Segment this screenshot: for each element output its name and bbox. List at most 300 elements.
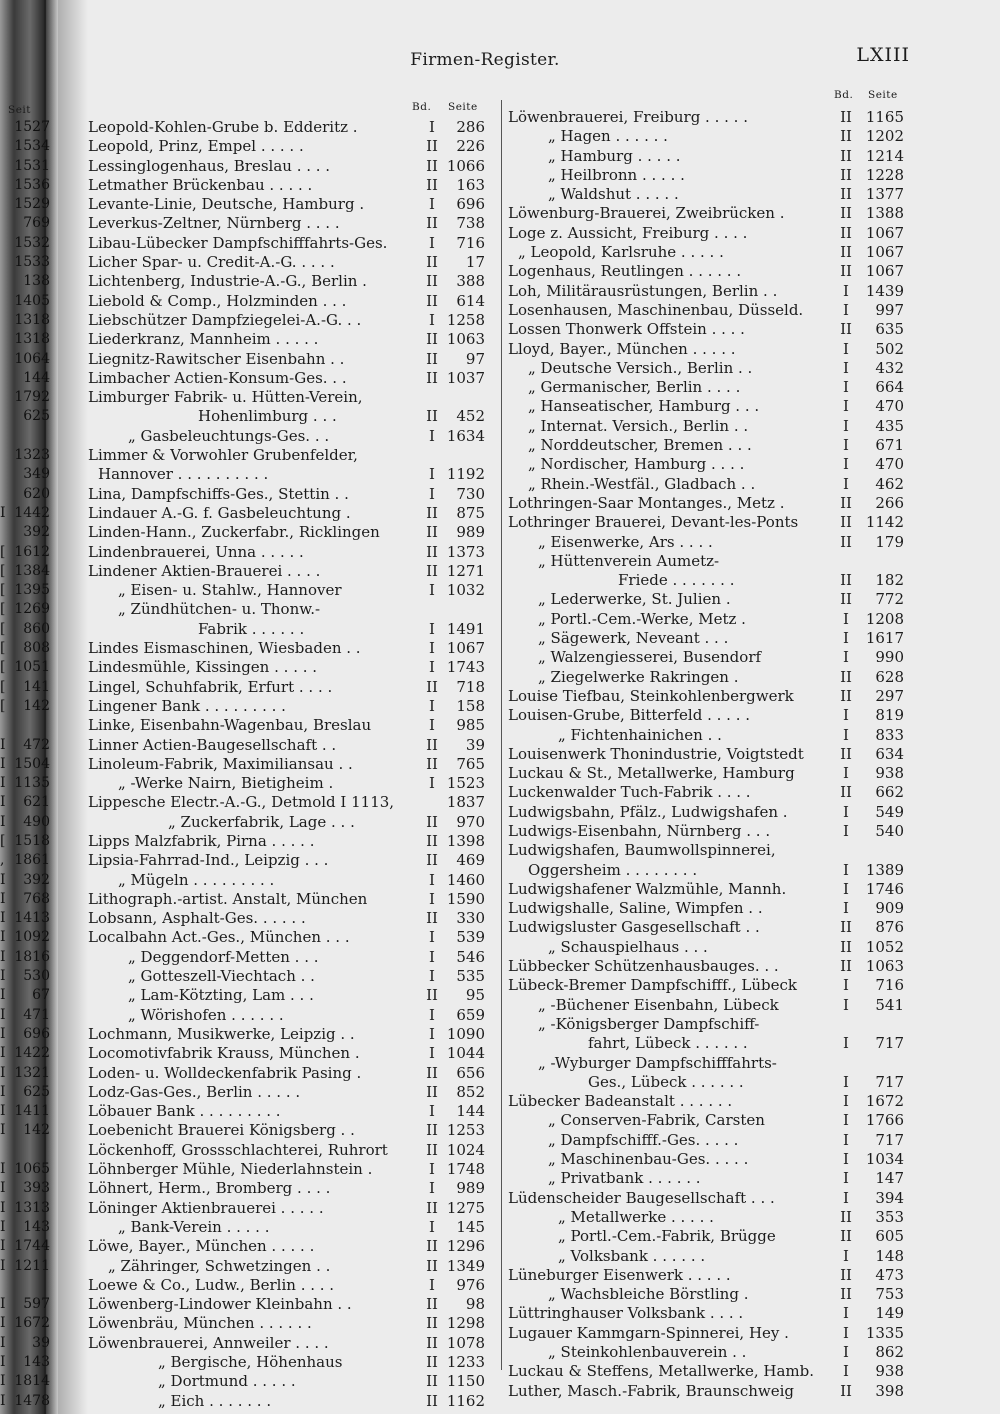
edge-row [0,774,60,793]
entry-page: 1746 [865,879,904,898]
entry-page: 1271 [446,561,485,580]
register-entry [88,1141,490,1160]
entry-company-name: Linner Actien-Baugesellschaft . . [88,735,337,754]
entry-volume: I [429,1005,435,1024]
entry-volume: II [840,1285,852,1304]
edge-page: 1518 [14,832,50,849]
edge-row [0,600,60,619]
entry-company-name: „ Privatbank . . . . . . [548,1169,701,1188]
entry-company-name: „ Fichtenhainichen . . [558,725,722,744]
entry-company-name: Limburger Fabrik- u. Hütten-Verein, [88,388,363,407]
register-entry [88,736,490,755]
register-entry [508,590,906,609]
entry-company-name: „ Conserven-Fabrik, Carsten [548,1111,765,1130]
column-divider [501,100,502,1370]
entry-company-name: Lippesche Electr.-A.-G., Detmold I 1113, [88,793,395,812]
register-entry [88,562,490,581]
edge-page: 1744 [14,1238,50,1255]
register-entry [508,1111,906,1130]
entry-volume: II [840,223,852,242]
edge-page: 142 [23,1122,50,1139]
entry-page: 1617 [865,629,904,648]
left-bd-header: Bd. [412,101,432,113]
entry-volume: I [429,1217,435,1236]
entry-page: 656 [456,1063,485,1082]
entry-company-name: Louisen-Grube, Bitterfeld . . . . . [508,706,751,725]
entry-volume: I [843,378,849,397]
entry-page: 353 [875,1207,904,1226]
entry-company-name: Linke, Eisenbahn-Wagenbau, Breslau [88,716,372,735]
edge-volume: [ [0,659,6,676]
edge-page: 141 [23,678,50,695]
entry-volume: II [426,542,438,561]
edge-page: 696 [23,1025,50,1042]
edge-page: 625 [23,1083,50,1100]
entry-company-name: Lugauer Kammgarn-Spinnerei, Hey . [508,1323,789,1342]
entry-company-name: Lüneburger Eisenwerk . . . . . [508,1265,731,1284]
entry-page: 473 [875,1265,904,1284]
page-number: LXIII [856,44,910,66]
entry-page: 148 [875,1246,904,1265]
entry-company-name: „ Waldshut . . . . . [548,185,679,204]
edge-row [0,1025,60,1044]
entry-page: 540 [875,821,904,840]
edge-row [0,736,60,755]
edge-row [0,407,60,426]
entry-page: 716 [456,233,485,252]
edge-page: 1672 [14,1315,50,1332]
edge-row [0,678,60,697]
entry-page: 1202 [865,127,904,146]
entry-volume: II [426,1121,438,1140]
entry-page: 1067 [865,243,904,262]
edge-page: 1816 [14,948,50,965]
edge-volume: I [0,1296,6,1313]
entry-company-name: Louisenwerk Thonindustrie, Voigtstedt [508,744,804,763]
edge-page: 1135 [14,775,50,792]
register-entry [508,494,906,513]
register-entry [508,1343,906,1362]
register-entry [508,127,906,146]
edge-row [0,1314,60,1333]
edge-page: 1323 [14,447,50,464]
entry-page: 875 [456,503,485,522]
entry-page: 634 [875,744,904,763]
edge-row [0,851,60,870]
entry-company-name: Löckenhoff, Grossschlachterei, Ruhrort [88,1140,388,1159]
entry-page: 1460 [446,870,485,889]
edge-page: 1531 [14,157,50,174]
entry-company-name: Luckenwalder Tuch-Fabrik . . . . [508,783,751,802]
edge-page: 620 [23,485,50,502]
register-entry [88,1295,490,1314]
register-entry [508,822,906,841]
entry-page: 1491 [446,619,485,638]
entry-company-name: Lingener Bank . . . . . . . . . [88,696,286,715]
entry-page: 730 [456,484,485,503]
edge-page: 530 [23,968,50,985]
entry-company-name: „ Deutsche Versich., Berlin . . [528,358,753,377]
entry-volume: II [840,127,852,146]
entry-volume: I [429,928,435,947]
entry-company-name: „ Dampfschifff.-Ges. . . . . [548,1130,739,1149]
register-entry [508,1266,906,1285]
entry-company-name: Löbauer Bank . . . . . . . . . [88,1102,281,1121]
entry-company-name: Ges., Lübeck . . . . . . [588,1072,744,1091]
entry-company-name: Lindes Eismaschinen, Wiesbaden . . [88,639,361,658]
edge-row [0,1102,60,1121]
entry-volume: II [426,735,438,754]
entry-volume: I [843,281,849,300]
entry-page: 976 [456,1275,485,1294]
edge-page: 1313 [14,1199,50,1216]
entry-company-name: „ Eich . . . . . . . [158,1391,272,1410]
entry-volume: II [426,156,438,175]
edge-page: 138 [23,273,50,290]
entry-company-name: Ludwigsbahn, Pfälz., Ludwigshafen . [508,802,788,821]
entry-volume: I [843,416,849,435]
entry-page: 1067 [446,639,485,658]
entry-company-name: Licher Spar- u. Credit-A.-G. . . . . [88,253,335,272]
page-title: Firmen-Register. [410,50,560,70]
register-entry [508,783,906,802]
right-bd-header: Bd. [834,89,854,101]
entry-page: 470 [875,397,904,416]
entry-page: 17 [465,253,485,272]
entry-page: 1150 [446,1372,485,1391]
edge-page: 1318 [14,311,50,328]
edge-row [0,909,60,928]
register-entry [508,1015,906,1034]
entry-volume: I [429,426,435,445]
register-entry [508,976,906,995]
edge-row [0,485,60,504]
entry-volume: II [840,783,852,802]
entry-page: 997 [875,300,904,319]
entry-page: 717 [875,1072,904,1091]
entry-company-name: Lessinglogenhaus, Breslau . . . . [88,156,331,175]
entry-volume: II [426,523,438,542]
entry-page: 1373 [446,542,485,561]
entry-volume: I [843,358,849,377]
entry-volume: I [843,339,849,358]
entry-volume: II [426,1082,438,1101]
entry-company-name: Limbacher Actien-Konsum-Ges. . . [88,368,347,387]
register-entry [88,1353,490,1372]
entry-volume: I [843,397,849,416]
entry-company-name: Lossen Thonwerk Offstein . . . . [508,320,745,339]
edge-volume: I [0,987,6,1004]
entry-company-name: Lochmann, Musikwerke, Leipzig . . [88,1024,355,1043]
edge-row [0,1237,60,1256]
entry-volume: I [429,1024,435,1043]
register-entry [508,1169,906,1188]
entry-volume: II [426,1237,438,1256]
entry-company-name: „ Dortmund . . . . . [158,1372,296,1391]
entry-volume: I [429,1179,435,1198]
edge-row [0,427,60,446]
edge-volume: I [0,504,6,521]
entry-company-name: Levante-Linie, Deutsche, Hamburg . [88,195,365,214]
entry-page: 1634 [446,426,485,445]
register-entry [88,485,490,504]
entry-page: 1052 [865,937,904,956]
entry-page: 664 [875,378,904,397]
register-entry [88,311,490,330]
register-entry [88,1121,490,1140]
register-entry [88,1257,490,1276]
entry-page: 862 [875,1343,904,1361]
entry-volume: I [843,821,849,840]
edge-row [0,890,60,909]
register-entry [88,407,490,426]
edge-row [0,1006,60,1025]
register-entry [508,1150,906,1169]
entry-volume: I [843,764,849,783]
entry-company-name: Fabrik . . . . . . [198,619,305,638]
entry-page: 149 [875,1304,904,1323]
entry-page: 1037 [446,368,485,387]
entry-volume: II [840,243,852,262]
entry-company-name: Leverkus-Zeltner, Nürnberg . . . . [88,214,340,233]
edge-row [0,253,60,272]
entry-page: 772 [875,590,904,609]
entry-company-name: Luckau & Steffens, Metallwerke, Hamb. [508,1362,815,1381]
register-entry [88,1276,490,1295]
edge-row [0,1199,60,1218]
register-entry [508,1189,906,1208]
entry-page: 989 [456,1179,485,1198]
entry-volume: I [843,1343,849,1361]
entry-page: 435 [875,416,904,435]
edge-volume: I [0,1238,6,1255]
register-entry [508,957,906,976]
register-entry [88,1044,490,1063]
register-entry [88,195,490,214]
edge-row [0,1257,60,1276]
register-entry [88,292,490,311]
entry-page: 286 [456,118,485,136]
edge-page: 67 [32,987,50,1004]
entry-page: 635 [875,320,904,339]
edge-page: 808 [23,640,50,657]
edge-volume: I [0,1103,6,1120]
edge-page: 1527 [14,119,50,135]
entry-volume: II [426,1372,438,1391]
entry-company-name: Loge z. Aussicht, Freiburg . . . . [508,223,748,242]
entry-volume: I [429,967,435,986]
register-entry [88,1199,490,1218]
edge-page: 1413 [14,910,50,927]
entry-volume: I [843,1072,849,1091]
edge-row [0,369,60,388]
entry-volume: II [840,320,852,339]
entry-page: 605 [875,1227,904,1246]
entry-company-name: „ Eisen- u. Stahlw., Hannover [118,581,342,600]
entry-page: 1672 [865,1092,904,1111]
entry-company-name: Lingel, Schuhfabrik, Erfurt . . . . [88,677,333,696]
edge-row [0,137,60,156]
entry-page: 990 [875,648,904,667]
entry-company-name: „ Germanischer, Berlin . . . . [528,378,741,397]
entry-page: 546 [456,947,485,966]
entry-page: 1258 [446,310,485,329]
entry-page: 1228 [865,165,904,184]
entry-company-name: Löwe, Bayer., München . . . . . [88,1237,315,1256]
entry-company-name: Löhnert, Herm., Bromberg . . . . [88,1179,331,1198]
edge-volume: I [0,755,6,772]
entry-volume: I [843,1130,849,1149]
register-entry [508,1227,906,1246]
entry-page: 98 [465,1295,485,1314]
entry-volume: I [429,716,435,735]
register-entry [508,706,906,725]
entry-company-name: „ Hagen . . . . . . [548,127,668,146]
register-entry [88,369,490,388]
entry-page: 1335 [865,1323,904,1342]
entry-page: 1063 [865,957,904,976]
entry-volume: II [426,754,438,773]
entry-page: 182 [875,571,904,590]
edge-volume: I [0,736,6,753]
entry-page: 614 [456,291,485,310]
register-entry [508,378,906,397]
entry-company-name: „ Zuckerfabrik, Lage . . . [168,812,355,831]
edge-volume: I [0,1392,6,1409]
register-entry [88,716,490,735]
edge-row [0,234,60,253]
edge-page: 1318 [14,331,50,348]
entry-page: 718 [456,677,485,696]
edge-page: 1529 [14,196,50,213]
entry-company-name: Ludwigshafener Walzmühle, Mannh. [508,879,787,898]
edge-page: 1478 [14,1392,50,1409]
entry-page: 1296 [446,1237,485,1256]
register-entry [508,1034,906,1053]
entry-page: 1253 [446,1121,485,1140]
register-entry [508,320,906,339]
entry-volume: II [840,1265,852,1284]
entry-volume: II [426,291,438,310]
register-entry [88,793,490,812]
register-entry [508,610,906,629]
entry-volume: II [840,493,852,512]
entry-page: 938 [875,1362,904,1381]
register-entry [508,899,906,918]
register-entry [88,967,490,986]
edge-volume: [ [0,620,6,637]
edge-volume: I [0,910,6,927]
edge-row [0,157,60,176]
entry-company-name: Lipsia-Fahrrad-Ind., Leipzig . . . [88,851,329,870]
entry-volume: I [429,1102,435,1121]
register-entry [88,620,490,639]
entry-company-name: fahrt, Lübeck . . . . . . [588,1034,748,1053]
edge-page: 1612 [14,543,50,560]
entry-company-name: „ Hanseatischer, Hamburg . . . [528,397,760,416]
entry-volume: I [843,1150,849,1169]
register-entry [88,272,490,291]
entry-volume: I [843,879,849,898]
register-entry [508,282,906,301]
register-entry [88,214,490,233]
entry-company-name: Lübbecker Schützenhausbauges. . . [508,957,779,976]
entry-page: 1275 [446,1198,485,1217]
edge-row [0,118,60,137]
entry-page: 985 [456,716,485,735]
entry-volume: I [843,860,849,879]
edge-page: 142 [23,697,50,714]
entry-company-name: Löwenbrauerei, Freiburg . . . . . [508,108,748,126]
edge-page: 1536 [14,176,50,193]
edge-volume: I [0,1315,6,1332]
entry-company-name: Losenhausen, Maschinenbau, Düsseld. [508,300,804,319]
edge-page: 1411 [14,1103,50,1120]
register-entry [88,1237,490,1256]
edge-volume: I [0,1199,6,1216]
entry-volume: II [426,909,438,928]
entry-page: 1090 [446,1024,485,1043]
edge-page: 1532 [14,234,50,251]
entry-page: 1523 [446,774,485,793]
entry-volume: II [840,590,852,609]
entry-page: 297 [875,686,904,705]
edge-row [0,292,60,311]
edge-page: 597 [23,1296,50,1313]
edge-row [0,832,60,851]
register-entry [88,118,490,137]
edge-row [0,446,60,465]
entry-volume: I [843,802,849,821]
entry-volume: II [840,1381,852,1400]
entry-page: 852 [456,1082,485,1101]
entry-volume: II [426,831,438,850]
edge-row [0,1276,60,1295]
entry-company-name: Leopold, Prinz, Empel . . . . . [88,137,304,156]
edge-volume: [ [0,832,6,849]
entry-page: 989 [456,523,485,542]
register-entry [508,340,906,359]
entry-page: 226 [456,137,485,156]
entry-company-name: Löwenburg-Brauerei, Zweibrücken . [508,204,785,223]
entry-company-name: Löninger Aktienbrauerei . . . . . [88,1198,324,1217]
entry-volume: II [840,108,852,126]
entry-company-name: Luther, Masch.-Fabrik, Braunschweig [508,1381,795,1400]
entry-company-name: Lüdenscheider Baugesellschaft . . . [508,1188,775,1207]
entry-page: 163 [456,175,485,194]
entry-volume: II [426,503,438,522]
edge-volume: I [0,1122,6,1139]
entry-company-name: „ -Werke Nairn, Bietigheim . [118,774,334,793]
entry-company-name: Lindesmühle, Kissingen . . . . . [88,658,318,677]
entry-company-name: „ Lederwerke, St. Julien . [538,590,731,609]
edge-row [0,658,60,677]
edge-page: 144 [23,369,50,386]
entry-page: 909 [875,899,904,918]
register-entry [508,262,906,281]
entry-company-name: „ Maschinenbau-Ges. . . . . [548,1150,749,1169]
entry-company-name: Ludwigsluster Gasgesellschaft . . [508,918,760,937]
edge-row [0,1083,60,1102]
entry-company-name: „ Ziegelwerke Rakringen . [538,667,739,686]
register-entry [88,1064,490,1083]
entry-company-name: Lindauer A.-G. f. Gasbeleuchtung . [88,503,351,522]
register-entry [88,176,490,195]
entry-company-name: Hannover . . . . . . . . . . [98,465,269,484]
register-entry [508,1362,906,1381]
entry-company-name: Leopold-Kohlen-Grube b. Edderitz . [88,118,358,136]
register-entry [88,600,490,619]
